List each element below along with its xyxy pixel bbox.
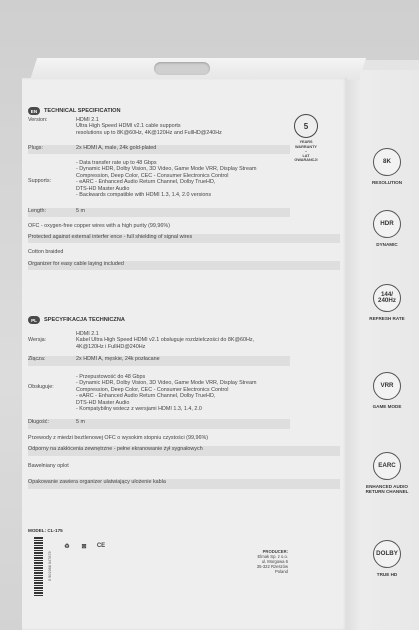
hang-hole — [154, 62, 210, 75]
en-row-version — [28, 117, 290, 136]
pl-spec-heading — [28, 316, 125, 324]
en-row-length — [28, 208, 290, 217]
en-note-4-text: Organizer for easy cable laying included — [28, 261, 124, 267]
pl-label-plugs: Złącza: — [28, 356, 46, 362]
feature-caption: TRUE HD — [376, 572, 398, 577]
producer-heading: PRODUCER: — [262, 549, 288, 554]
pl-label-length: Długość: — [28, 419, 49, 425]
en-label-version: Version: — [28, 117, 48, 123]
hdr-icon: HDR — [373, 210, 401, 238]
pl-value-length: 5 m — [76, 419, 85, 425]
feature-caption: GAME MODE — [372, 404, 402, 409]
vrr-icon: VRR — [373, 372, 401, 400]
pl-note-2-text: Odporny na zakłócenia zewnętrzne - pełne ekranowanie żył sygnałowych — [28, 446, 203, 452]
warranty-years: 5 — [294, 114, 318, 138]
warranty-badge — [286, 114, 326, 163]
certification-marks — [60, 540, 108, 552]
pl-label-version: Wersja: — [28, 337, 47, 343]
en-flag: EN — [28, 107, 40, 115]
pl-value-version: HDMI 2.1 Kabel Ultra High Speed HDMI v2.1 obsługuje rozdzielczości do 8K@60Hz, 4K@120Hz i FullHD@240Hz — [76, 331, 255, 350]
pl-row-version — [28, 331, 290, 350]
feature-vrr — [357, 372, 417, 409]
en-value-plugs: 2x HDMI A, male, 24k gold-plated — [76, 145, 157, 151]
feature-caption: DYNAMIC — [376, 242, 398, 247]
pl-flag: PL — [28, 316, 40, 324]
feature-caption: ENHANCED AUDIO RETURN CHANNEL — [365, 484, 409, 495]
en-note-4 — [28, 261, 340, 270]
pl-heading-text: SPECYFIKACJA TECHNICZNA — [44, 317, 125, 323]
en-value-supports: - Data transfer rate up to 48 Gbps - Dynamic HDR, Dolby Vision, 3D Video, Game Mode VRR, Display Stream Compression, Deep Color, CEC - Consumer Electronics Control - eARC - Enhanced Audio Return Channel, Dolby TrueHD, DTS-HD Master Audio - Backwards compatible with HDMI 1.3, 1.4, 2.0 versions — [76, 160, 257, 199]
refresh-rate-icon: 144/ 240Hz — [373, 284, 401, 312]
en-label-supports: Supports: — [28, 178, 52, 184]
feature-refresh-rate — [357, 284, 417, 321]
feature-caption: REFRESH RATE — [369, 316, 405, 321]
pl-row-length — [28, 419, 290, 429]
recycle-icon: ♻ — [64, 543, 70, 550]
pl-row-plugs — [28, 356, 290, 366]
earc-icon: EARC — [373, 452, 401, 480]
barcode-number: 5 901986 047679 — [48, 551, 52, 581]
pl-note-3 — [28, 463, 340, 469]
feature-hdr — [357, 210, 417, 247]
pl-note-1 — [28, 435, 340, 441]
pl-note-1-text: Przewody z miedzi beztlenowej OFC o wysokim stopniu czystości (99,96%) — [28, 435, 209, 441]
feature-earc — [357, 452, 417, 495]
en-note-3-text: Cotton braided — [28, 249, 64, 255]
feature-caption: RESOLUTION — [371, 180, 403, 185]
en-label-plugs: Plugs: — [28, 145, 43, 151]
en-value-version: HDMI 2.1 Ultra High Speed HDMI v2.1 cable supports resolutions up to 8K@60Hz, 4K@120Hz and FullHD@240Hz — [76, 117, 222, 136]
en-value-length: 5 m — [76, 208, 85, 214]
producer-line: Elmak Sp. z o.o. — [257, 554, 288, 559]
en-row-plugs — [28, 145, 290, 154]
en-note-1 — [28, 223, 340, 229]
pl-note-2 — [28, 446, 340, 456]
model-number: MODEL: CL-175 — [28, 528, 63, 533]
weee-bin-icon: ⊠ — [81, 543, 87, 550]
pl-label-supports: Obsługuje: — [28, 384, 54, 390]
feature-8k — [357, 148, 417, 185]
pl-row-supports — [28, 374, 290, 412]
8k-icon: 8K — [373, 148, 401, 176]
pl-value-plugs: 2x HDMI A, męskie, 24k pozłacane — [76, 356, 160, 362]
producer-info — [240, 549, 288, 574]
en-note-2-text: Protected against external interfer ence - full shielding of signal wires — [28, 234, 193, 240]
warranty-text: YEARS WARRANTY – LAT GWARANCJI — [294, 140, 318, 163]
pl-value-supports: - Przepustowość do 48 Gbps - Dynamic HDR, Dolby Vision, 3D Video, Game Mode VRR, Display Stream Compression, Deep Color, CEC - Consumer Electronics Control - eARC - Enhanced Audio Return Channel, Dolby TrueHD, DTS-HD Master Audio - Kompatybilny wstecz z wersjami HDMI 1.3, 1.4, 2.0 — [76, 374, 257, 413]
pl-note-3-text: Bawełniany oplot — [28, 463, 69, 469]
barcode — [34, 536, 43, 596]
producer-line: 35-322 Rzeszów — [256, 564, 288, 569]
en-label-length: Length: — [28, 208, 46, 214]
producer-line: ul. Morgowa 6 — [261, 559, 288, 564]
en-spec-heading — [28, 107, 121, 115]
en-note-1-text: OFC - oxygen-free copper wires with a high purity (99,96%) — [28, 223, 171, 229]
pl-note-4-text: Opakowanie zawiera organizer ułatwiający ułożenie kabla — [28, 479, 166, 485]
en-note-2 — [28, 234, 340, 243]
feature-dolby — [357, 540, 417, 577]
ce-mark-icon: CE — [96, 543, 106, 549]
en-row-supports — [28, 160, 290, 198]
en-note-3 — [28, 249, 340, 255]
dolby-icon: DOLBY — [373, 540, 401, 568]
pl-note-4 — [28, 479, 340, 489]
producer-line: Poland — [274, 569, 288, 574]
en-heading-text: TECHNICAL SPECIFICATION — [44, 108, 121, 114]
